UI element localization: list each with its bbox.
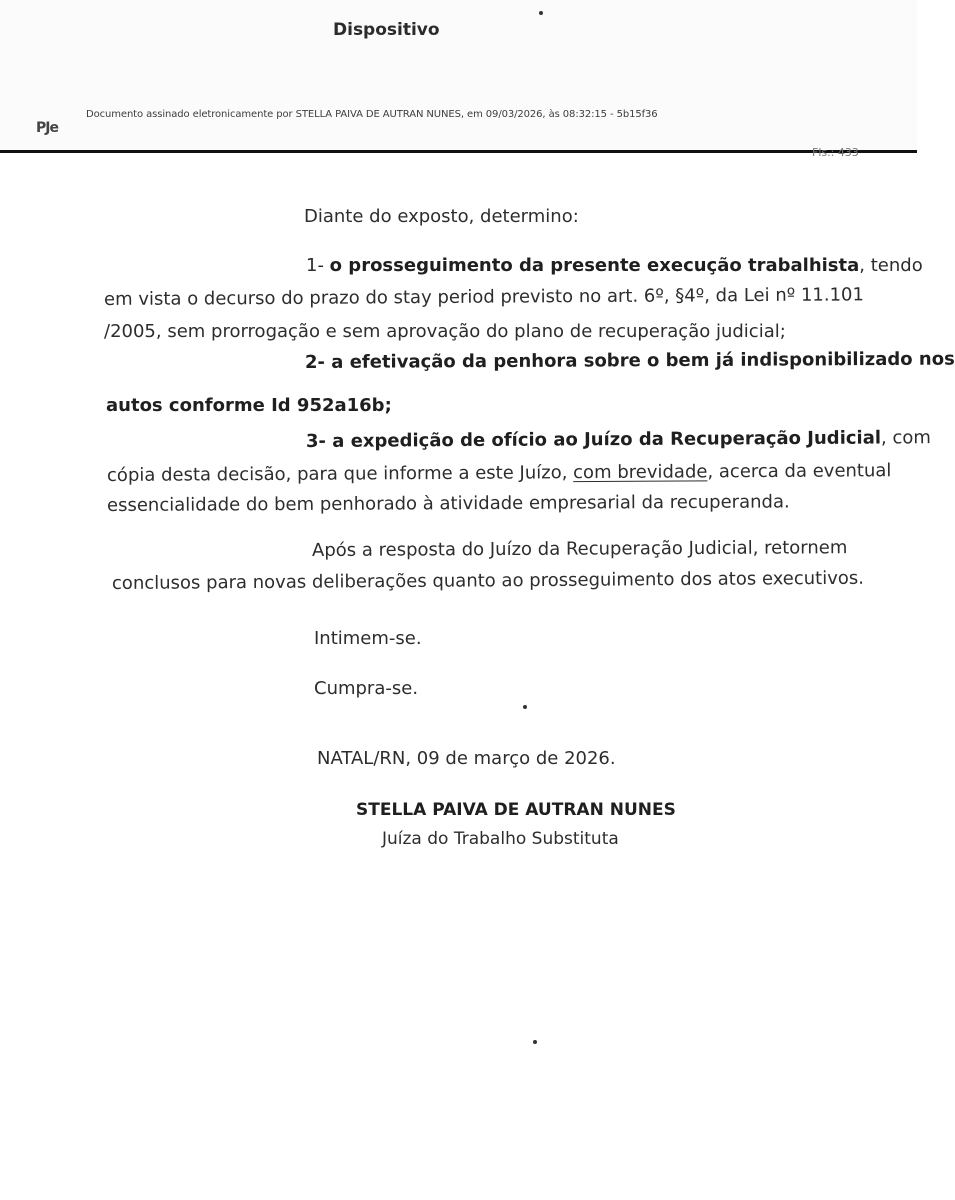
signer-name: STELLA PAIVA DE AUTRAN NUNES [356, 800, 676, 820]
scan-speck [533, 1040, 537, 1044]
item1-line3: /2005, sem prorrogação e sem aprovação do plano de recuperação judicial; [104, 321, 786, 342]
item3-line2-start: cópia desta decisão, para que informe a este Juízo, [106, 462, 574, 486]
item3-line3: essencialidade do bem penhorado à atividade empresarial da recuperanda. [106, 491, 790, 516]
after-line1: Após a resposta do Juízo da Recuperação Judicial, retornem [311, 537, 848, 561]
after-line2: conclusos para novas deliberações quanto ao prosseguimento dos atos executivos. [111, 567, 865, 594]
item1-line2: em vista o decurso do prazo do stay period previsto no art. 6º, §4º, da Lei nº 11.101 [103, 284, 864, 310]
item3-bold: 3- a expedição de ofício ao Juízo da Recuperação Judicial [305, 427, 882, 452]
cumpra-se: Cumpra-se. [314, 678, 419, 699]
page-edge-divider [0, 150, 917, 153]
item1-bold: o prosseguimento da presente execução trabalhista [329, 255, 860, 276]
previous-page-fragment [0, 0, 917, 150]
intro-text: Diante do exposto, determino: [304, 206, 579, 227]
section-heading: Dispositivo [333, 20, 440, 40]
scan-speck [539, 11, 543, 15]
com-brevidade-underlined: com brevidade [573, 461, 708, 484]
place-and-date: NATAL/RN, 09 de março de 2026. [317, 748, 616, 769]
item2-line1: 2- a efetivação da penhora sobre o bem já indisponibilizado nos [304, 348, 955, 373]
item3-line1 [306, 427, 931, 452]
item3-rest: , com [880, 427, 931, 449]
item1-number: 1- [306, 255, 330, 276]
item1-line1 [306, 255, 923, 276]
electronic-signature-line: Documento assinado eletronicamente por STELLA PAIVA DE AUTRAN NUNES, em 09/03/2026, às 08:32:15 - 5b15f36 [86, 109, 658, 120]
item1-rest: , tendo [859, 255, 923, 276]
signer-title: Juíza do Trabalho Substituta [382, 829, 619, 849]
item2-line2: autos conforme Id 952a16b; [106, 395, 392, 416]
pje-logo: PJe [36, 120, 58, 136]
intimem-se: Intimem-se. [314, 628, 422, 649]
item3-line2 [107, 460, 892, 486]
item3-line2-end: , acerca da eventual [707, 460, 892, 483]
page-marker: Fls.: 433 [812, 146, 859, 159]
scan-speck [523, 705, 527, 709]
